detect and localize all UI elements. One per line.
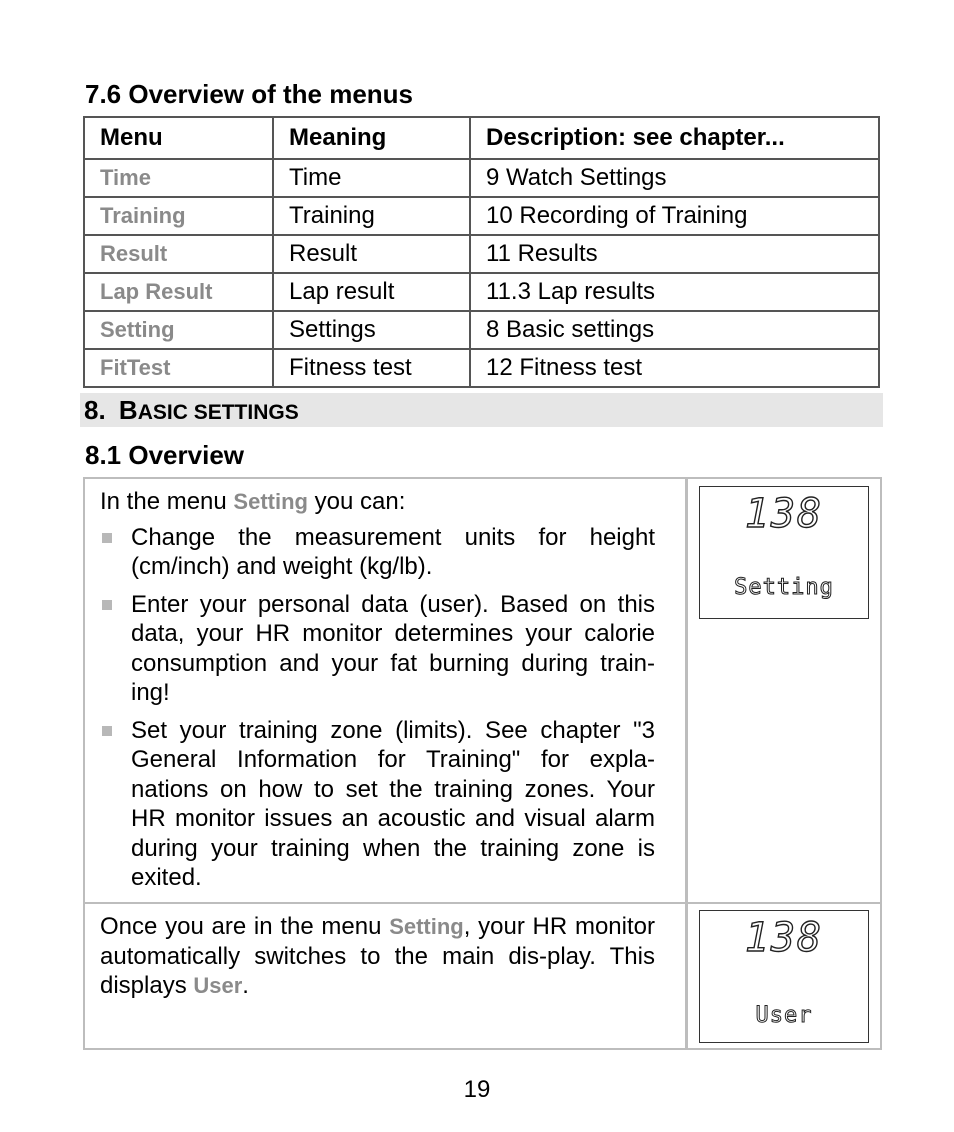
overview-box-settings bbox=[83, 477, 882, 904]
meaning-cell: Settings bbox=[273, 311, 470, 349]
chapter-cell: 12 Fitness test bbox=[470, 349, 879, 387]
meaning-cell: Lap result bbox=[273, 273, 470, 311]
chapter-cell: 8 Basic settings bbox=[470, 311, 879, 349]
table-row bbox=[84, 349, 879, 387]
menu-keyword: Setting bbox=[233, 489, 308, 514]
chapter-cell: 10 Recording of Training bbox=[470, 197, 879, 235]
menu-name-cell: Lap Result bbox=[84, 273, 273, 311]
overview-box-user bbox=[83, 902, 882, 1050]
display-menu-label: User bbox=[755, 1003, 813, 1028]
heart-rate-digits: 138 bbox=[744, 915, 824, 961]
list-item bbox=[100, 716, 655, 893]
column-header: Menu bbox=[84, 117, 273, 159]
chapter-cell: 9 Watch Settings bbox=[470, 159, 879, 197]
list-item bbox=[100, 590, 655, 708]
section-heading-7-6: 7.6 Overview of the menus bbox=[85, 79, 414, 109]
watch-display-illustration bbox=[699, 486, 869, 619]
meaning-cell: Fitness test bbox=[273, 349, 470, 387]
intro-text-end: you can: bbox=[307, 488, 406, 515]
display-keyword: User bbox=[193, 973, 243, 998]
section-heading-8 bbox=[84, 395, 299, 426]
table-row bbox=[84, 197, 879, 235]
bullet-square-icon bbox=[102, 533, 112, 543]
meaning-cell: Training bbox=[273, 197, 470, 235]
heart-rate-digits: 138 bbox=[744, 491, 824, 537]
list-item-text: Change the measurement units for height (cm/inch) and weight (kg/lb). bbox=[131, 523, 655, 580]
table-row bbox=[84, 311, 879, 349]
list-item-text: Enter your personal data (user). Based on this data, your HR monitor determines your calorie consumption and your fat burning during train-ing! bbox=[131, 590, 655, 706]
feature-list bbox=[100, 523, 655, 893]
menu-name-cell: Time bbox=[84, 159, 273, 197]
section-banner-8 bbox=[80, 393, 883, 427]
bullet-square-icon bbox=[102, 600, 112, 610]
overview-text bbox=[100, 487, 655, 901]
section-title-rest: ASIC SETTINGS bbox=[137, 401, 299, 424]
meaning-cell: Result bbox=[273, 235, 470, 273]
menu-name-cell: Result bbox=[84, 235, 273, 273]
column-divider bbox=[685, 904, 688, 1048]
list-item bbox=[100, 523, 655, 582]
chapter-cell: 11 Results bbox=[470, 235, 879, 273]
bullet-square-icon bbox=[102, 726, 112, 736]
menu-name-cell: Training bbox=[84, 197, 273, 235]
intro-line bbox=[100, 487, 655, 517]
menu-keyword: Setting bbox=[389, 914, 464, 939]
watch-display-illustration bbox=[699, 910, 869, 1043]
list-item-text: Set your training zone (limits). See chapter "3 General Information for Training" for expla-nations on how to set the training zones. Your HR monitor issues an acoustic and visual alarm during your training when the training zone is exited. bbox=[131, 716, 655, 891]
section-number: 8. bbox=[84, 395, 106, 425]
table-row bbox=[84, 235, 879, 273]
body-text: Once you are in the menu bbox=[100, 913, 390, 940]
menus-table bbox=[83, 116, 880, 388]
overview-text bbox=[100, 912, 655, 1001]
column-header: Meaning bbox=[273, 117, 470, 159]
table-header-row bbox=[84, 117, 879, 159]
table-row bbox=[84, 159, 879, 197]
body-text: , your HR monitor automatically switches to the main dis-play. This displays bbox=[100, 913, 655, 999]
section-title-initial: B bbox=[118, 395, 138, 425]
body-text: . bbox=[242, 972, 249, 999]
page-number: 19 bbox=[463, 1076, 491, 1103]
section-heading-8-1: 8.1 Overview bbox=[85, 440, 244, 470]
meaning-cell: Time bbox=[273, 159, 470, 197]
menu-name-cell: FitTest bbox=[84, 349, 273, 387]
menu-name-cell: Setting bbox=[84, 311, 273, 349]
intro-text: In the menu bbox=[100, 488, 234, 515]
column-header: Description: see chapter... bbox=[470, 117, 879, 159]
column-divider bbox=[685, 479, 688, 902]
table-row bbox=[84, 273, 879, 311]
chapter-cell: 11.3 Lap results bbox=[470, 273, 879, 311]
display-menu-label: Setting bbox=[734, 575, 834, 600]
